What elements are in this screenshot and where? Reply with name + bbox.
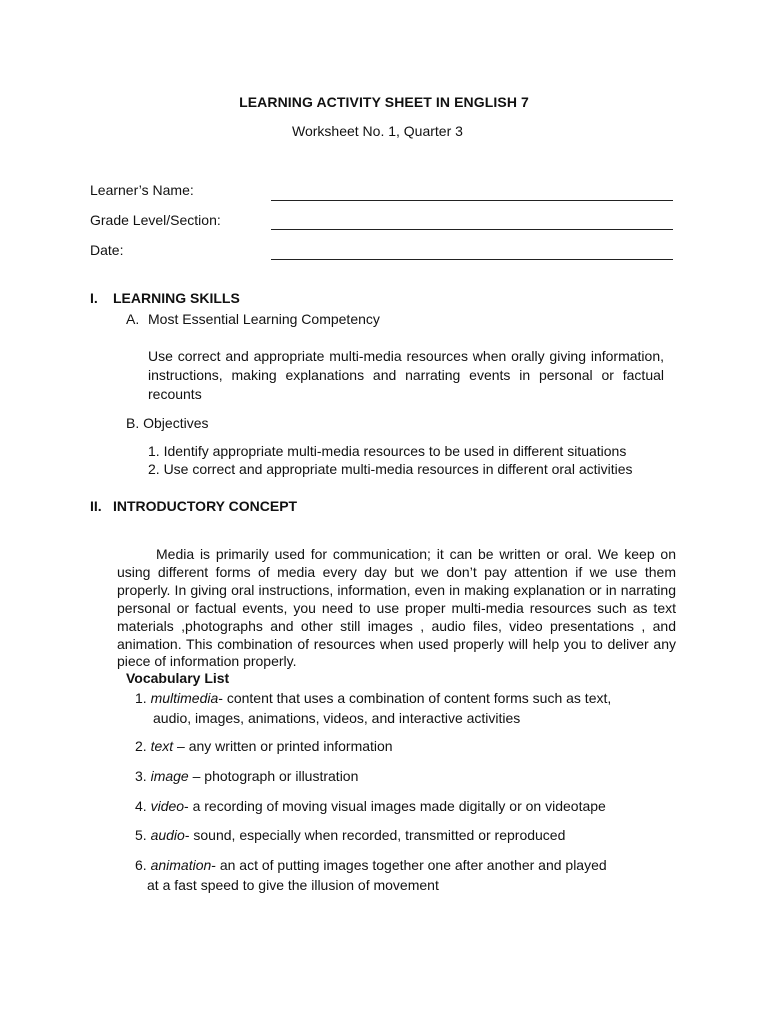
item-number: 5. <box>135 827 147 843</box>
vocab-term: animation <box>150 857 212 873</box>
learner-name-field[interactable] <box>271 200 673 201</box>
vocab-definition: – photograph or illustration <box>188 768 359 784</box>
vocab-definition: - a recording of moving visual images made digitally or on videotape <box>184 798 606 814</box>
vocab-definition-continued: audio, images, animations, videos, and interactive activities <box>153 710 521 726</box>
vocab-definition-continued: at a fast speed to give the illusion of movement <box>147 877 439 893</box>
date-field[interactable] <box>271 259 673 260</box>
sub-title: Most Essential Learning Competency <box>148 311 380 327</box>
item-number: 1. <box>135 690 147 706</box>
sub-label: A. <box>126 311 140 327</box>
vocab-definition: - an act of putting images together one after another and played <box>211 857 607 873</box>
vocab-term: multimedia <box>150 690 219 706</box>
vocab-term: text <box>150 738 174 754</box>
introductory-paragraph <box>117 546 676 671</box>
objective-item: 2. Use correct and appropriate multi-media resources in different oral activities <box>148 461 633 477</box>
date-label: Date: <box>90 242 124 258</box>
section-introductory-concept-heading <box>90 498 297 514</box>
vocabulary-item <box>135 736 675 756</box>
vocab-definition: - sound, especially when recorded, transmitted or reproduced <box>184 827 566 843</box>
vocabulary-item <box>135 796 675 816</box>
vocab-term: audio <box>150 827 185 843</box>
grade-level-section-label: Grade Level/Section: <box>90 212 221 228</box>
vocab-definition: - content that uses a combination of content forms such as text, <box>218 690 612 706</box>
item-number: 4. <box>135 798 147 814</box>
section-title: INTRODUCTORY CONCEPT <box>113 498 298 514</box>
objective-item: 1. Identify appropriate multi-media resources to be used in different situations <box>148 443 627 459</box>
vocabulary-item <box>135 825 675 845</box>
item-number: 2. <box>135 738 147 754</box>
page-title: LEARNING ACTIVITY SHEET IN ENGLISH 7 <box>239 94 529 110</box>
vocabulary-heading: Vocabulary List <box>126 670 230 686</box>
objectives-subheading: B. Objectives <box>126 415 209 431</box>
vocabulary-item <box>135 766 675 786</box>
vocab-term: video <box>150 798 185 814</box>
vocab-definition: – any written or printed information <box>173 738 393 754</box>
grade-level-section-field[interactable] <box>271 229 673 230</box>
item-number: 6. <box>135 857 147 873</box>
section-number: II. <box>90 498 102 514</box>
section-number: I. <box>90 290 98 306</box>
section-learning-skills-heading <box>90 290 240 306</box>
vocab-term: image <box>150 768 189 784</box>
introductory-text: Media is primarily used for communication; it can be written or oral. We keep on using different forms of media every day but we don’t pay attention if we use them properly. In giving oral instructions, information, even in making explanation or in narrating personal or factual events, you need to use proper multi-media resources such as text materials ,photographs and other still images , audio files, video presentations , and animation. This combination of resources when used properly will help you to deliver any piece of information properly. <box>117 546 676 670</box>
item-number: 3. <box>135 768 147 784</box>
section-title: LEARNING SKILLS <box>113 290 240 306</box>
competency-text: Use correct and appropriate multi-media resources when orally giving information, instructions, making explanations and narrating events in personal or factual recounts <box>148 348 664 402</box>
page-subtitle: Worksheet No. 1, Quarter 3 <box>292 123 463 139</box>
competency-subheading <box>126 311 380 327</box>
learner-name-label: Learner’s Name: <box>90 182 194 198</box>
vocabulary-item <box>135 688 675 728</box>
vocabulary-item <box>135 855 675 895</box>
